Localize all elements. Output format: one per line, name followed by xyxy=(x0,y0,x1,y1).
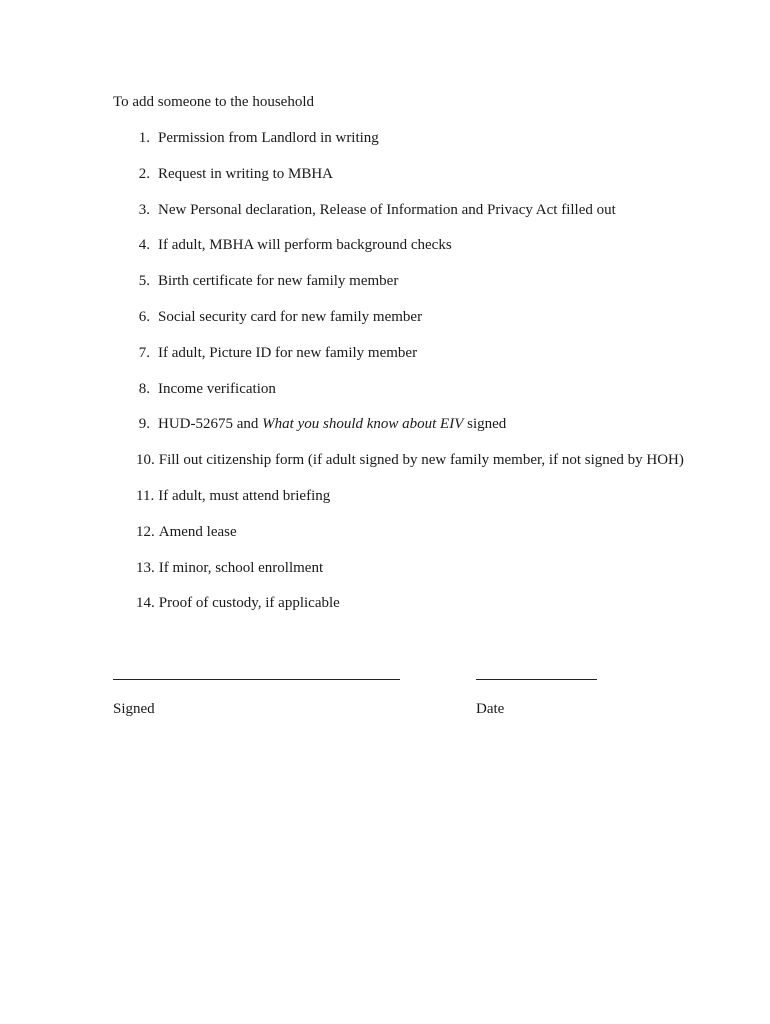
list-item xyxy=(0,307,770,343)
list-item-text: Amend lease xyxy=(158,523,237,540)
list-item-text-italic: What you should know about EIV xyxy=(262,416,464,433)
list-item-number: 2. xyxy=(138,165,150,182)
list-item-number: 3. xyxy=(138,201,150,218)
list-item-text: If adult, Picture ID for new family member xyxy=(158,344,418,361)
list-item-number: 14. xyxy=(136,595,155,612)
list-item xyxy=(0,522,770,558)
signature-line xyxy=(113,679,400,680)
list-item-text: Birth certificate for new family member xyxy=(158,273,399,290)
list-item-number: 13. xyxy=(136,559,155,576)
list-item-number: 11. xyxy=(136,487,155,504)
list-item-number: 7. xyxy=(138,344,150,361)
list-item-number: 5. xyxy=(138,273,150,290)
list-item-text: Request in writing to MBHA xyxy=(158,165,333,182)
list-item-text: Social security card for new family member xyxy=(158,308,423,325)
list-item-text-before: HUD-52675 and xyxy=(158,416,263,433)
list-item-text-after: signed xyxy=(463,416,507,433)
list-item-number: 6. xyxy=(138,308,150,325)
list-item xyxy=(0,593,770,629)
list-item-number: 4. xyxy=(138,237,150,254)
list-item-text: Proof of custody, if applicable xyxy=(158,595,340,612)
list-item xyxy=(0,486,770,522)
date-line xyxy=(476,679,597,680)
intro-heading: To add someone to the household xyxy=(113,94,314,110)
list-item-text: Fill out citizenship form (if adult signed by new family member, if not signed by HOH) xyxy=(158,452,684,469)
list-item xyxy=(0,235,770,271)
list-item-text: If adult, must attend briefing xyxy=(158,487,331,504)
list-item-number: 10. xyxy=(136,452,155,469)
list-item xyxy=(0,379,770,415)
date-label: Date xyxy=(476,701,505,717)
list-item xyxy=(0,558,770,594)
list-item-number: 8. xyxy=(138,380,150,397)
signed-label: Signed xyxy=(113,701,155,717)
list-item xyxy=(0,164,770,200)
list-item-text: New Personal declaration, Release of Information and Privacy Act filled out xyxy=(158,201,616,218)
list-item xyxy=(0,343,770,379)
list-item-text: Permission from Landlord in writing xyxy=(158,130,379,146)
list-item xyxy=(0,414,770,450)
list-item-number: 1. xyxy=(138,130,150,146)
list-item-text: If adult, MBHA will perform background checks xyxy=(158,237,452,254)
list-item-number: 12. xyxy=(136,523,155,540)
list-item-text: Income verification xyxy=(158,380,276,397)
list-item xyxy=(0,200,770,236)
list-item xyxy=(0,271,770,307)
requirements-list xyxy=(0,128,770,629)
list-item-text xyxy=(158,414,506,434)
list-item xyxy=(0,450,770,486)
list-item-text: If minor, school enrollment xyxy=(158,559,324,576)
list-item-number: 9. xyxy=(138,416,150,433)
list-item xyxy=(0,128,770,164)
